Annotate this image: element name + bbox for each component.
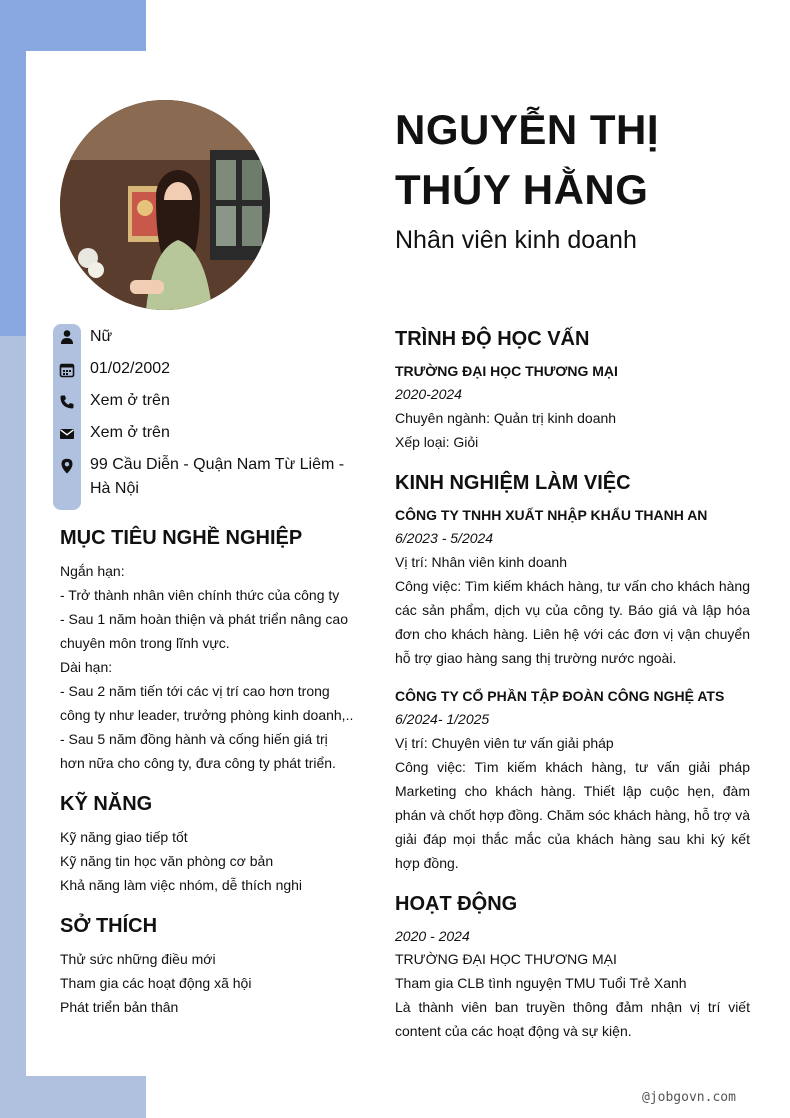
profile-photo (60, 100, 270, 310)
job-position: Vị trí: Nhân viên kinh doanh (395, 554, 567, 570)
name-line-1: NGUYỄN THỊ (395, 106, 660, 153)
activity-details (395, 947, 750, 1043)
skill-item: Khả năng làm việc nhóm, dễ thích nghi (60, 877, 303, 893)
job-title: Nhân viên kinh doanh (395, 226, 637, 254)
job-period: 6/2023 - 5/2024 (395, 530, 494, 546)
contact-icon-bar (53, 324, 81, 510)
objective-line: chuyên môn trong lĩnh vực. (60, 635, 230, 651)
activities-title: HOẠT ĐỘNG (395, 893, 518, 915)
skills-list (60, 825, 360, 897)
job-period: 6/2024- 1/2025 (395, 711, 490, 727)
education-period: 2020-2024 (395, 386, 462, 402)
name-line-2: THÚY HẰNG (395, 166, 649, 213)
activity-organization: TRƯỜNG ĐẠI HỌC THƯƠNG MẠI (395, 951, 617, 967)
activity-club: Tham gia CLB tình nguyện TMU Tuổi Trẻ Xanh (395, 975, 687, 991)
experience-title: KINH NGHIỆM LÀM VIỆC (395, 472, 631, 494)
email: Xem ở trên (90, 424, 170, 441)
location-pin-icon (59, 458, 75, 474)
hobby-item: Thử sức những điều mới (60, 951, 216, 967)
education-rank: Xếp loại: Giỏi (395, 434, 479, 450)
objective-line: - Sau 1 năm hoàn thiện và phát triển nâng cao (60, 611, 348, 627)
objective-line: - Trở thành nhân viên chính thức của công ty (60, 587, 340, 603)
address-line-2: Hà Nội (90, 480, 139, 497)
skills-title: KỸ NĂNG (60, 793, 153, 815)
objective-text (60, 559, 360, 775)
address (90, 453, 344, 501)
hobbies-list (60, 947, 360, 1019)
candidate-name (395, 100, 659, 220)
objective-line: công ty như leader, trưởng phòng kinh doanh,.. (60, 707, 354, 723)
email-icon (59, 426, 75, 442)
hobby-item: Phát triển bản thân (60, 999, 179, 1015)
job-company: CÔNG TY CỔ PHẦN TẬP ĐOÀN CÔNG NGHỆ ATS (395, 688, 725, 704)
birthday: 01/02/2002 (90, 360, 171, 377)
education-title: TRÌNH ĐỘ HỌC VẤN (395, 328, 590, 350)
phone: Xem ở trên (90, 392, 170, 409)
job-position: Vị trí: Chuyên viên tư vấn giải pháp (395, 735, 614, 751)
education-school: TRƯỜNG ĐẠI HỌC THƯƠNG MẠI (395, 363, 618, 379)
education-major: Chuyên ngành: Quản trị kinh doanh (395, 410, 617, 426)
watermark: @jobgovn.com (642, 1090, 736, 1105)
objective-line: hơn nữa cho công ty, đưa công ty phát triển. (60, 755, 336, 771)
hobbies-title: SỞ THÍCH (60, 915, 158, 937)
objective-title: MỤC TIÊU NGHỀ NGHIỆP (60, 527, 303, 549)
objective-line: - Sau 5 năm đồng hành và cống hiến giá trị (60, 731, 328, 747)
gender: Nữ (90, 328, 113, 345)
job-description: Công việc: Tìm kiếm khách hàng, tư vấn giải pháp Marketing cho khách hàng. Thiết lập cuộc hẹn, đàm phán và chốt hợp đồng. Chăm sóc khách hàng, hỗ trợ và giải đáp mọi thắc mắc của khách hàng sau khi ký kết hợp đồng. (395, 759, 750, 871)
calendar-icon (59, 362, 75, 378)
address-line-1: 99 Cầu Diễn - Quận Nam Từ Liêm - (90, 456, 345, 473)
job-company: CÔNG TY TNHH XUẤT NHẬP KHẨU THANH AN (395, 507, 708, 523)
person-icon (59, 329, 75, 345)
skill-item: Kỹ năng giao tiếp tốt (60, 829, 188, 845)
job-description: Công việc: Tìm kiếm khách hàng, tư vấn cho khách hàng các sản phẩm, dịch vụ của công ty. Báo giá và lập hóa đơn cho khách hàng. Liên hệ với các đơn vị vận chuyển hỗ trợ giao hàng sang thị trường nước ngoài. (395, 578, 750, 666)
activity-period: 2020 - 2024 (395, 928, 470, 944)
phone-icon (59, 394, 75, 410)
objective-line: Ngắn hạn: (60, 563, 125, 579)
education-details (395, 406, 750, 454)
objective-line: - Sau 2 năm tiến tới các vị trí cao hơn trong (60, 683, 330, 699)
skill-item: Kỹ năng tin học văn phòng cơ bản (60, 853, 274, 869)
hobby-item: Tham gia các hoạt động xã hội (60, 975, 252, 991)
activity-description: Là thành viên ban truyền thông đảm nhận vị trí viết content của các hoạt động và sự kiện. (395, 999, 750, 1039)
objective-line: Dài hạn: (60, 659, 113, 675)
